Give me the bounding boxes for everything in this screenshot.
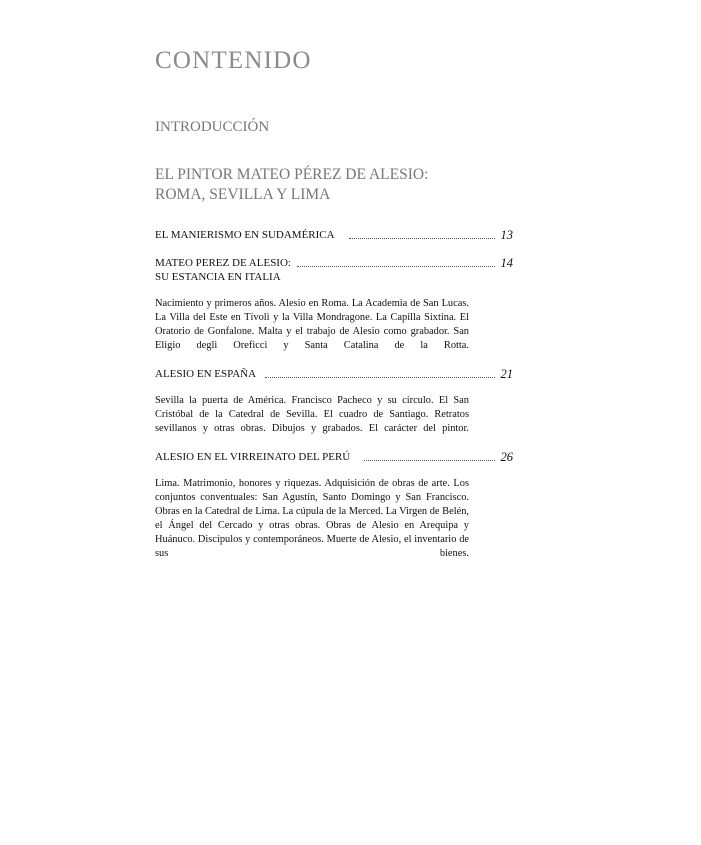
toc-entry-description-italia: Nacimiento y primeros años. Alesio en Roma. La Academia de San Lucas. La Villa del Este en Tívoli y la Villa Mondragone. La Capilla Sixtina. El Oratorio de Gonfalone. Malta y el trabajo de Alesio como grabador. San Eligio degli Orefìcci y Santa Catalina de la Rotta. — [155, 298, 469, 351]
toc-entry-peru — [155, 450, 513, 464]
toc-entry-description-peru: Lima. Matrimonio, honores y riquezas. Adquisición de obras de arte. Los conjuntos conventuales: San Agustín, Santo Domingo y San Francisco. Obras en la Catedral de Lima. La cúpula de la Merced. La Virgen de Belén, el Ángel del Cercado y otras obras. Obras de Alesio en Arequipa y Huánuco. Discípulos y contemporáneos. Muerte de Alesio, el inventario de sus bienes. — [155, 478, 469, 559]
dot-leader — [364, 459, 495, 461]
toc-entry-page: 26 — [500, 450, 513, 464]
part-title-line-2: ROMA, SEVILLA Y LIMA — [155, 186, 331, 203]
dot-leader — [297, 265, 495, 267]
page-title: CONTENIDO — [155, 47, 312, 74]
introduction-heading: INTRODUCCIÓN — [155, 119, 270, 135]
toc-entry-page: 14 — [500, 256, 513, 270]
toc-entry-italia — [155, 256, 513, 284]
toc-entry-manierismo — [155, 228, 513, 242]
part-title-line-1: EL PINTOR MATEO PÉREZ DE ALESIO: — [155, 166, 429, 183]
dot-leader — [265, 376, 495, 378]
toc-entry-sublabel: SU ESTANCIA EN ITALIA — [155, 271, 281, 283]
toc-entry-label: ALESIO EN EL VIRREINATO DEL PERÚ — [155, 451, 351, 463]
toc-entry-label: EL MANIERISMO EN SUDAMÉRICA — [155, 229, 335, 241]
part-title — [155, 165, 428, 205]
toc-entry-label: MATEO PEREZ DE ALESIO: — [155, 257, 291, 269]
toc-entry-page: 21 — [500, 367, 513, 381]
dot-leader — [349, 237, 495, 239]
toc-entry-label: ALESIO EN ESPAÑA — [155, 368, 257, 380]
toc-entry-espana — [155, 367, 513, 381]
toc-entry-description-espana: Sevilla la puerta de América. Francisco Pacheco y su círculo. El San Cristóbal de la Catedral de Sevilla. El cuadro de Santiago. Retratos sevillanos y otras obras. Dibujos y grabados. El carácter del pintor. — [155, 395, 469, 434]
toc-entry-page: 13 — [500, 228, 513, 242]
